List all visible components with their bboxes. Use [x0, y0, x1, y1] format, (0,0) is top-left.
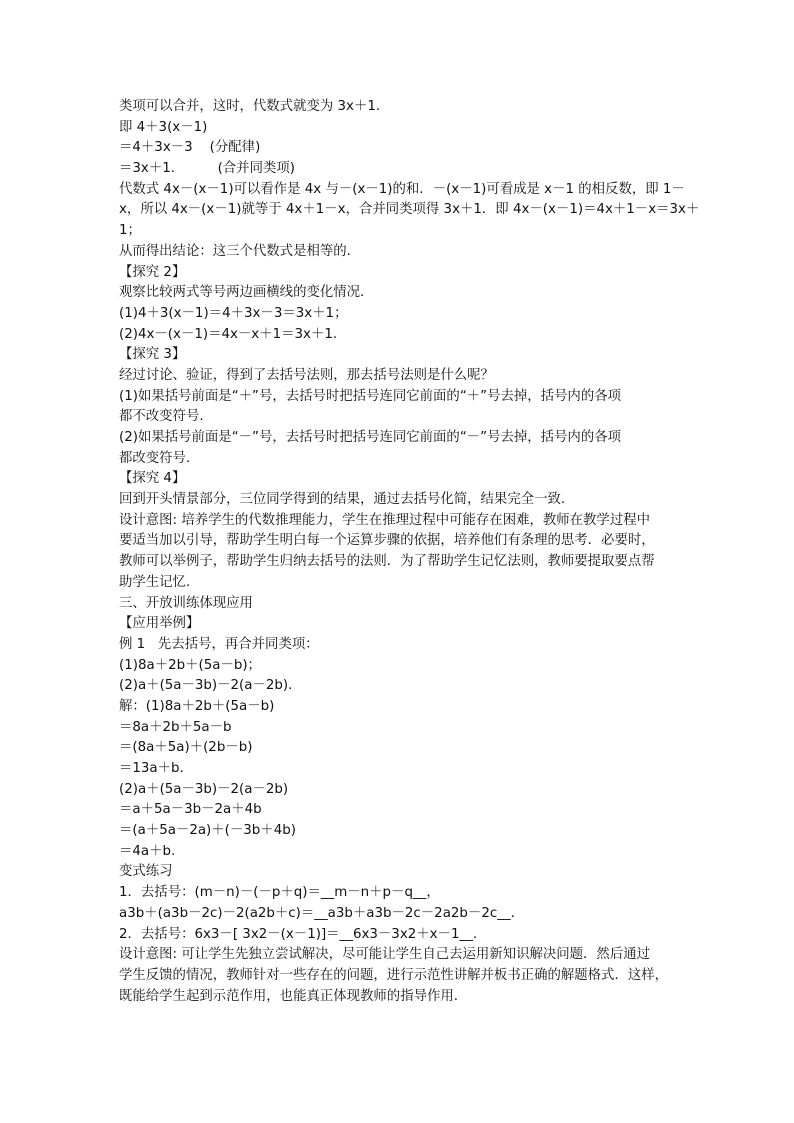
- text-line: ＝3x＋1. (合并同类项): [119, 161, 295, 177]
- text-line: 1．去括号：(m－n)－(－p＋q)＝__m－n＋p－q__，: [119, 885, 440, 901]
- text-line: a3b＋(a3b－2c)－2(a2b＋c)＝__a3b＋a3b－2c－2a2b－2c__.: [119, 905, 515, 921]
- text-line: 1；: [119, 223, 141, 239]
- text-line: 变式练习: [119, 864, 173, 880]
- text-line: (1)8a＋2b＋(5a－b)；: [119, 657, 261, 673]
- text-line: 经过讨论、验证，得到了去括号法则，那去括号法则是什么呢？: [119, 367, 494, 383]
- text-line: 【探究 3】: [119, 347, 186, 363]
- text-line: (2)a＋(5a－3b)－2(a－2b).: [119, 678, 293, 694]
- text-line: 要适当加以引导，帮助学生明白每一个运算步骤的依据，培养他们有条理的思考．必要时，: [119, 533, 655, 549]
- text-line: 教师可以举例子，帮助学生归纳去括号的法则．为了帮助学生记忆法则，教师要提取要点帮: [119, 554, 655, 570]
- text-line: 【探究 2】: [119, 264, 186, 280]
- text-line: 助学生记忆.: [119, 574, 191, 590]
- text-line: (2)如果括号前面是“－”号，去括号时把括号连同它前面的“－”号去掉，括号内的各项: [119, 430, 621, 445]
- text-line: x，所以 4x－(x－1)就等于 4x＋1－x，合并同类项得 3x＋1．即 4x－(x－1)＝4x＋1－x＝3x＋: [119, 202, 700, 218]
- text-line: 【探究 4】: [119, 471, 186, 487]
- text-line: ＝8a＋2b＋5a－b: [119, 719, 232, 735]
- text-line: ＝(8a＋5a)＋(2b－b): [119, 740, 253, 756]
- text-line: 设计意图: 培养学生的代数推理能力，学生在推理过程中可能存在困难，教师在教学过程中: [119, 512, 650, 528]
- text-line: 回到开头情景部分，三位同学得到的结果，通过去括号化简，结果完全一致.: [119, 492, 566, 508]
- text-line: 观察比较两式等号两边画横线的变化情况.: [119, 285, 365, 301]
- text-line: 学生反馈的情况，教师针对一些存在的问题，进行示范性讲解并板书正确的解题格式．这样，: [119, 967, 669, 983]
- text-line: ＝(a＋5a－2a)＋(－3b＋4b): [119, 823, 296, 839]
- text-line: 代数式 4x－(x－1)可以看作是 4x 与－(x－1)的和．－(x－1)可看成是 x－1 的相反数，即 1－: [119, 181, 685, 197]
- text-line: (1)如果括号前面是“＋”号，去括号时把括号连同它前面的“＋”号去掉，括号内的各项: [119, 388, 621, 404]
- text-line: 【应用举例】: [119, 616, 200, 632]
- text-line: 2．去括号：6x3－[ 3x2－(x－1)]＝__6x3－3x2＋x－1__.: [119, 926, 478, 942]
- text-line: (2)a＋(5a－3b)－2(a－2b): [119, 781, 289, 797]
- text-line: (2)4x－(x－1)＝4x－x＋1＝3x＋1.: [119, 326, 338, 342]
- text-line: ＝4a＋b.: [119, 843, 176, 859]
- document-body: [119, 97, 700, 1007]
- text-line: 都不改变符号.: [119, 409, 204, 425]
- text-line: 三、开放训练体现应用: [119, 595, 253, 611]
- text-line: (1)4＋3(x－1)＝4＋3x－3＝3x＋1；: [119, 305, 348, 321]
- text-line: ＝13a＋b.: [119, 761, 184, 776]
- text-line: 例 1 先去括号，再合并同类项：: [119, 636, 319, 652]
- text-line: ＝4＋3x－3 (分配律): [119, 140, 261, 156]
- text-line: 既能给学生起到示范作用，也能真正体现教师的指导作用.: [119, 988, 459, 1004]
- text-line: 解：(1)8a＋2b＋(5a－b): [119, 698, 275, 714]
- text-line: 即 4＋3(x－1): [119, 119, 208, 135]
- text-line: ＝a＋5a－3b－2a＋4b: [119, 802, 262, 818]
- text-line: 从而得出结论：这三个代数式是相等的.: [119, 243, 351, 259]
- text-line: 类项可以合并，这时，代数式就变为 3x＋1.: [119, 99, 381, 114]
- text-line: 都改变符号.: [119, 450, 191, 466]
- text-line: 设计意图: 可让学生先独立尝试解决，尽可能让学生自己去运用新知识解决问题．然后通过: [119, 947, 650, 963]
